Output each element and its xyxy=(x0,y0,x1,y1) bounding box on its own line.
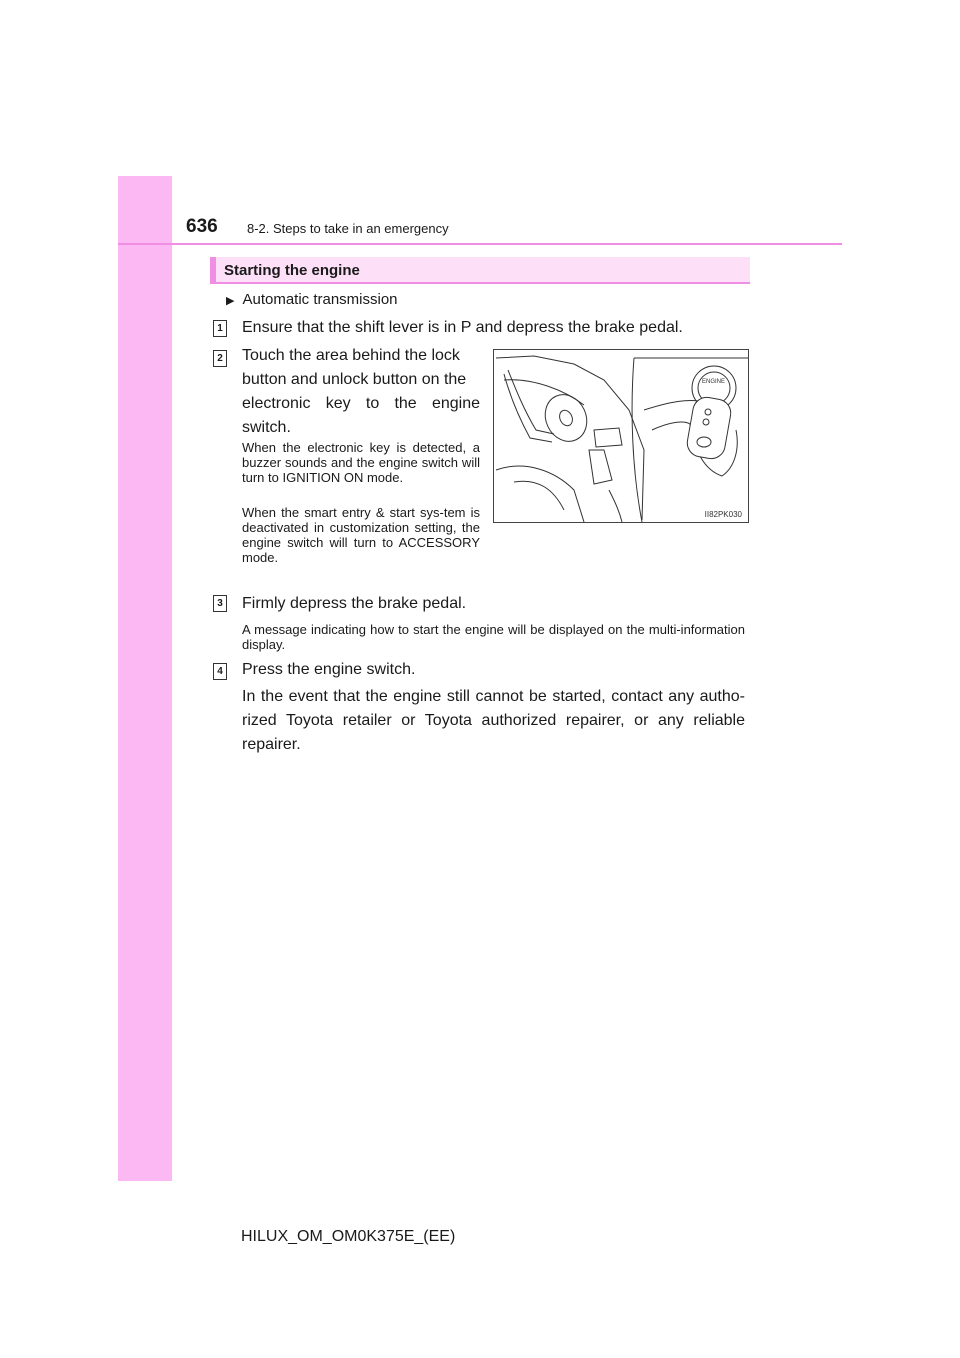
triangle-bullet-icon: ▶ xyxy=(226,295,235,307)
step-3-note: A message indicating how to start the engine will be displayed on the multi-information display. xyxy=(242,622,745,652)
transmission-bullet xyxy=(226,291,398,308)
engine-start-illustration xyxy=(493,349,749,523)
page-number: 636 xyxy=(186,216,218,237)
step-2-number: 2 xyxy=(213,350,227,367)
step-2-text-line-2: button and unlock button on the xyxy=(242,371,467,388)
heading-accent-bar xyxy=(210,257,216,282)
section-heading xyxy=(210,257,750,284)
chapter-sidebar-tab xyxy=(118,176,172,1181)
step-3-text: Firmly depress the brake pedal. xyxy=(242,595,467,612)
engine-switch-label: ENGINE xyxy=(702,379,726,385)
step-2-text-line-4: switch. xyxy=(242,419,291,436)
document-footer: HILUX_OM_OM0K375E_(EE) xyxy=(241,1228,456,1245)
step-2-text-line-3: electronic key to the engine xyxy=(242,395,480,412)
step-4-number: 4 xyxy=(213,663,227,680)
step-2-note-1: When the electronic key is detected, a buzzer sounds and the engine switch will turn to IGNITION ON mode. xyxy=(242,440,480,485)
step-4-text: Press the engine switch. xyxy=(242,661,416,678)
header-divider xyxy=(118,243,842,245)
driver-touching-key-to-switch-drawing xyxy=(494,350,748,522)
step-2-text-line-1: Touch the area behind the lock xyxy=(242,347,460,364)
transmission-bullet-label: Automatic transmission xyxy=(242,291,398,308)
step-2-note-2: When the smart entry & start sys-tem is deactivated in customization setting, the engine switch will turn to ACCESSORY mode. xyxy=(242,505,480,565)
step-3-number: 3 xyxy=(213,595,227,612)
closing-paragraph: In the event that the engine still cannot be started, contact any autho-rized Toyota retailer or Toyota authorized repairer, or any reliable repairer. xyxy=(242,688,745,753)
step-1-text: Ensure that the shift lever is in P and depress the brake pedal. xyxy=(242,319,683,336)
heading-label: Starting the engine xyxy=(224,262,360,279)
figure-code: II82PK030 xyxy=(704,510,742,519)
step-1-number: 1 xyxy=(213,320,227,337)
section-title: 8-2. Steps to take in an emergency xyxy=(247,221,449,236)
